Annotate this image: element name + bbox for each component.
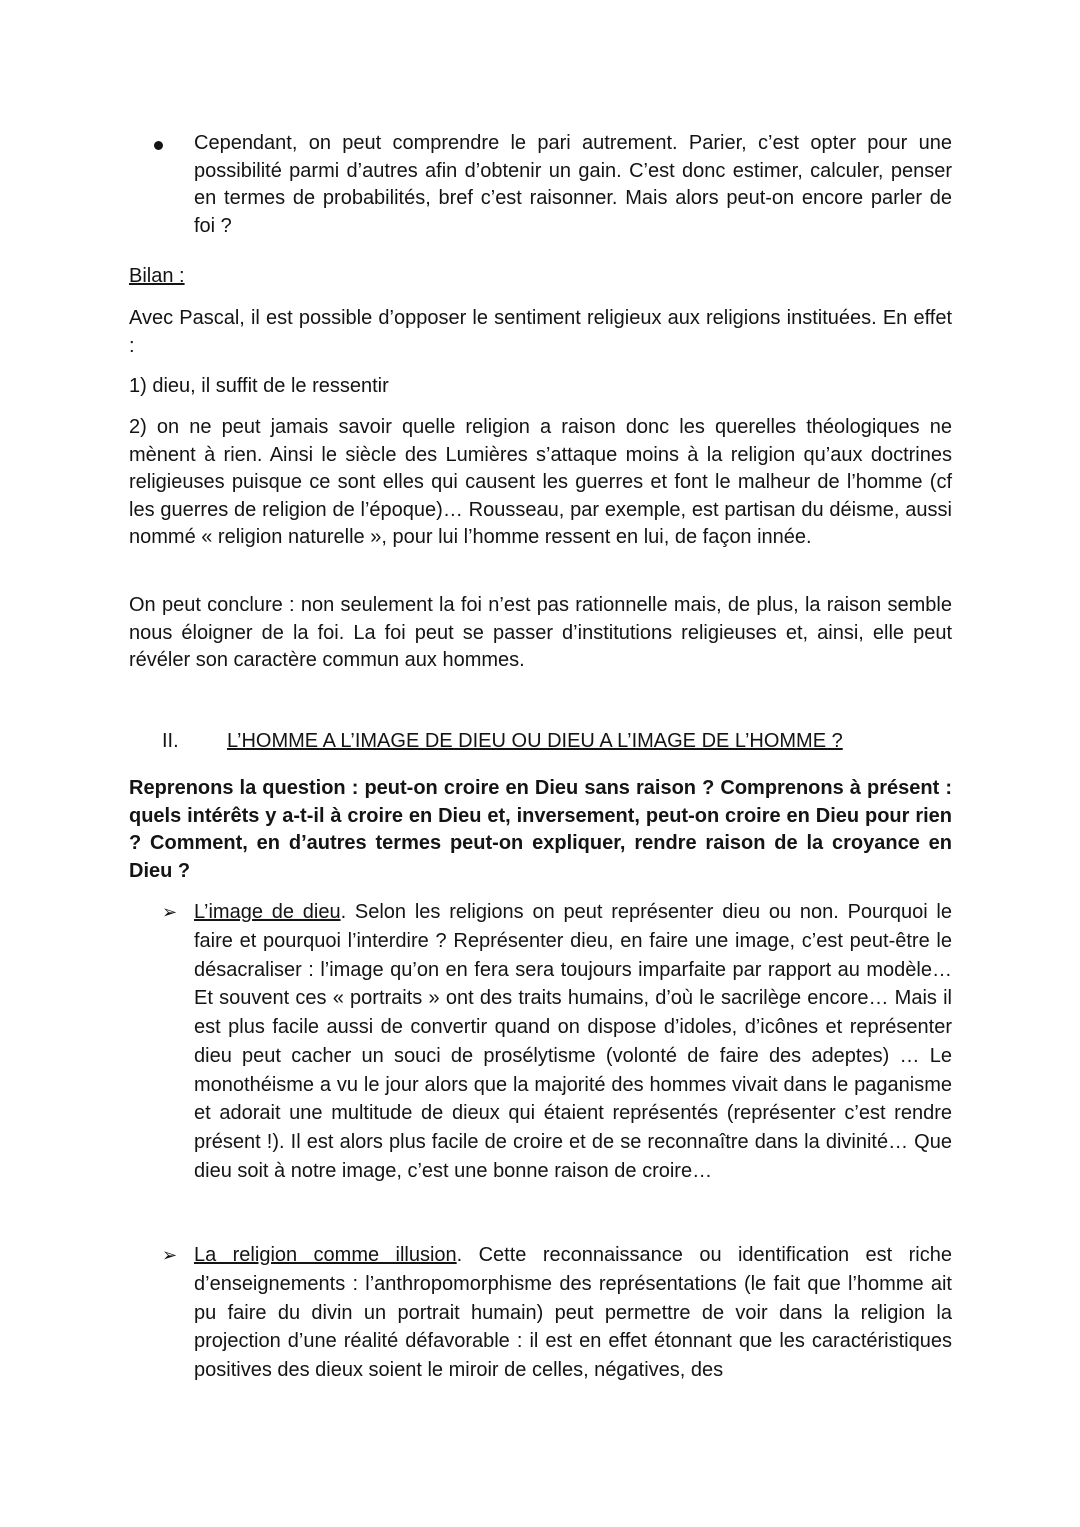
- bilan-paragraph-2: 1) dieu, il suffit de le ressentir: [129, 375, 389, 397]
- arrow-bullet-icon: ➢: [162, 1245, 178, 1265]
- bullet-paragraph: [194, 130, 952, 240]
- bilan-label: Bilan :: [129, 265, 185, 287]
- item-text: . Selon les religions on peut représenter dieu ou non. Pourquoi le faire et pourquoi l’interdire ? Représenter dieu, en faire une image, c’est peut-être le désacraliser : l’image qu’on en fera sera toujours imparfaite par rapport au modèle… Et souvent ces « portraits » ont des traits humains, d’où le sacrilège encore… Mais il est plus facile aussi de convertir quand on dispose d’idoles, d’icônes et représenter dieu peut cacher un souci de prosélytisme (volonté de faire des adeptes) … Le monothéisme a vu le jour alors que la majorité des hommes vivait dans le paganisme et adorait une multitude de dieux qui étaient représentés (représenter c’est rendre présent !). Il est alors plus facile de croire et de se reconnaître dans la divinité… Que dieu soit à notre image, c’est une bonne raison de croire…: [194, 901, 952, 1182]
- section-number: II.: [162, 730, 179, 752]
- item-heading: La religion comme illusion: [194, 1244, 457, 1266]
- list-item: [162, 898, 952, 1186]
- arrow-bullet-icon: ➢: [162, 902, 178, 922]
- bilan-paragraph-1: Avec Pascal, il est possible d’opposer le sentiment religieux aux religions instituées. En effet :: [129, 307, 952, 357]
- item-heading: L’image de dieu: [194, 901, 341, 923]
- bullet-text: Cependant, on peut comprendre le pari autrement. Parier, c’est opter pour une possibilité parmi d’autres afin d’obtenir un gain. C’est donc estimer, calculer, penser en termes de probabilités, bref c’est raisonner. Mais alors peut-on encore parler de foi ?: [194, 132, 952, 237]
- section-intro: Reprenons la question : peut-on croire en Dieu sans raison ? Comprenons à présent : quels intérêts y a-t-il à croire en Dieu et, inversement, peut-on croire en Dieu pour rien ? Comment, en d’autres termes peut-on expliquer, rendre raison de la croyance en Dieu ?: [129, 777, 952, 882]
- bullet-dot-icon: [148, 130, 168, 159]
- section-title: L’HOMME A L’IMAGE DE DIEU OU DIEU A L’IMAGE DE L’HOMME ?: [227, 730, 843, 752]
- bilan-paragraph-3: 2) on ne peut jamais savoir quelle religion a raison donc les querelles théologiques ne mènent à rien. Ainsi le siècle des Lumières s’attaque moins à la religion qu’aux doctrines religieuses puisque ce sont elles qui causent les guerres et font le malheur de l’homme (cf les guerres de religion de l’époque)… Rousseau, par exemple, est partisan du déisme, aussi nommé « religion naturelle », pour lui l’homme ressent en lui, de façon innée.: [129, 416, 952, 548]
- item-text: . Cette reconnaissance ou identification est riche d’enseignements : l’anthropomorphisme des représentations (le fait que l’homme ait pu faire du divin un portrait humain) peut permettre de voir dans la religion la projection d’une réalité défavorable : il est en effet étonnant que les caractéristiques positives des dieux soient le miroir de celles, négatives, des: [194, 1244, 952, 1381]
- bilan-paragraph-4: On peut conclure : non seulement la foi n’est pas rationnelle mais, de plus, la raison semble nous éloigner de la foi. La foi peut se passer d’institutions religieuses et, ainsi, elle peut révéler son caractère commun aux hommes.: [129, 594, 952, 671]
- list-item: [162, 1241, 952, 1385]
